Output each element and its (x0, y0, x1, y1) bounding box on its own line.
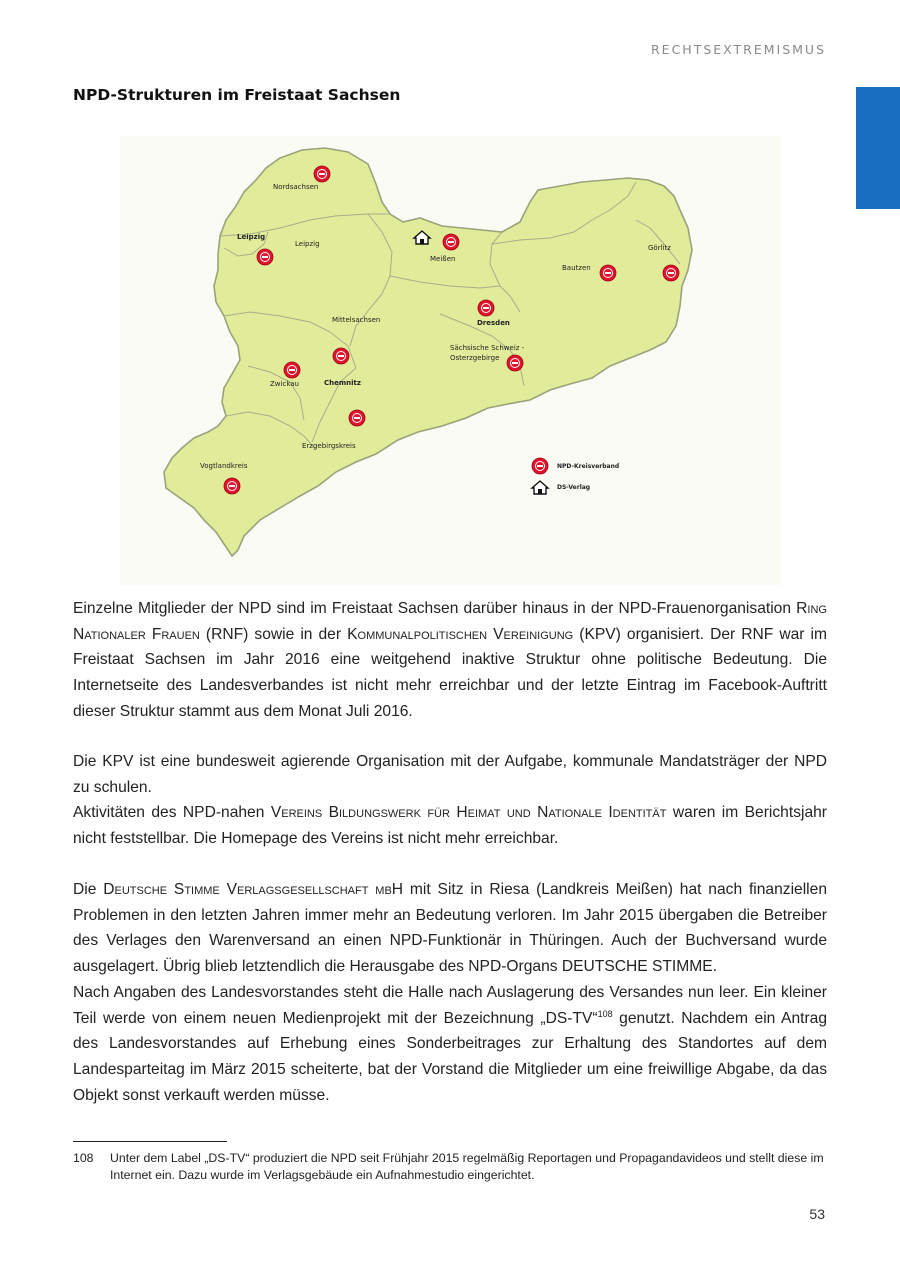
label-vogtlandkreis: Vogtlandkreis (200, 462, 248, 470)
text-run: Die (73, 881, 104, 898)
label-goerlitz: Görlitz (648, 244, 671, 252)
footnote-text: Unter dem Label „DS-TV“ produziert die NPD seit Frühjahr 2015 regelmäßig Reportagen und Propagandavideos und stellt diese im Internet ein. Dazu wurde im Verlagsgebäude ein Aufnahmestudio eingerichtet. (110, 1151, 824, 1182)
text-run: H mit Sitz in Riesa (Landkreis Meißen) hat nach finanziellen Problemen in den letzten Jahren immer mehr an Bedeutung verloren. Im Jahr 2015 übergaben die Betreiber des Verlages den Warenversand an einen NPD-Funktionär in Thüringen. Auch der Buchversand wurde ausgelagert. Übrig blieb letztendlich die Herausgabe des NPD-Organs DEUTSCHE STIMME. (73, 881, 827, 976)
footnote-number: 108 (73, 1151, 94, 1165)
paragraph-deutsche-stimme (73, 877, 827, 1108)
label-osterzgebirge: Osterzgebirge (450, 354, 500, 362)
npd-marker-icon (314, 166, 330, 182)
legend-marker-icon (532, 458, 548, 474)
label-bautzen: Bautzen (562, 264, 591, 272)
org-name-kpv: Kommunalpolitischen Vereinigung (347, 625, 574, 643)
label-dresden: Dresden (477, 319, 510, 327)
org-name-ds-verlag: Deutsche Stimme Verlagsgesellschaft mb (103, 881, 392, 898)
label-leipzig-district: Leipzig (295, 240, 320, 248)
label-erzgebirgskreis: Erzgebirgskreis (302, 442, 356, 450)
label-saechsische-schweiz: Sächsische Schweiz - (450, 344, 525, 352)
page-number: 53 (809, 1206, 825, 1222)
footnote (73, 1150, 827, 1184)
saxony-map (120, 136, 782, 585)
legend-kreisverband-label: NPD-Kreisverband (557, 463, 620, 470)
npd-marker-icon (478, 300, 494, 316)
paragraph-kpv: Die KPV ist eine bundesweit agierende Organisation mit der Aufgabe, kommunale Mandatsträger der NPD zu schulen. (73, 753, 827, 796)
legend-verlag-label: DS-Verlag (557, 484, 591, 491)
footnote-ref[interactable]: 108 (597, 1008, 613, 1019)
text-run: waren im Berichtsjahr nicht feststellbar. Die Homepage des Vereins ist nicht mehr erreichbar. (73, 804, 827, 848)
text-run: Einzelne Mitglieder der NPD sind im Freistaat Sachsen darüber hinaus in der NPD-Frauenorganisation (73, 600, 797, 617)
saxony-outline (164, 148, 692, 556)
label-zwickau: Zwickau (270, 380, 299, 388)
text-run: Nach Angaben des Landesvorstandes steht die Halle nach Auslagerung des Versandes nun leer. Ein kleiner Teil werde von einem neuen Medienprojekt mit der Bezeichnung „DS-TV“ (73, 983, 827, 1027)
text-run: Aktivitäten des NPD-nahen (73, 804, 271, 822)
text-run: (KPV) organisiert. Der RNF war im Freistaat Sachsen im Jahr 2016 eine weitgehend inaktive Struktur ohne politische Bedeutung. Die Internetseite des Landesverbandes ist nicht mehr erreichbar und der letzte Eintrag im Facebook-Auftritt dieser Struktur stammt aus dem Monat Juli 2016. (73, 625, 828, 720)
npd-marker-icon (600, 265, 616, 281)
npd-marker-icon (257, 249, 273, 265)
map-legend (532, 458, 619, 494)
running-header: RECHTSEXTREMISMUS (650, 42, 826, 57)
label-chemnitz: Chemnitz (324, 379, 361, 387)
label-nordsachsen: Nordsachsen (273, 183, 319, 191)
paragraph-kpv-verein (73, 749, 827, 852)
npd-marker-icon (224, 478, 240, 494)
npd-marker-icon (284, 362, 300, 378)
npd-marker-icon (443, 234, 459, 250)
paragraph-rnf-kpv (73, 596, 827, 725)
text-run: genutzt. Nachdem ein Antrag des Landesvorstandes auf Erhebung eines Sonderbeitrages zur Erhaltung des Standortes auf dem Landesparteitag im März 2015 scheiterte, bat der Vorstand die Mitglieder um eine freiwillige Abgabe, da das Objekt sonst verkauft werden müsse. (73, 1009, 827, 1104)
label-mittelsachsen: Mittelsachsen (332, 316, 381, 324)
npd-marker-icon (507, 355, 523, 371)
npd-marker-icon (663, 265, 679, 281)
section-title: NPD-Strukturen im Freistaat Sachsen (73, 86, 401, 104)
legend-house-icon (532, 481, 548, 494)
label-meissen: Meißen (430, 255, 456, 263)
org-name-verein: Vereins Bildungswerk für Heimat und Nationale Identität (270, 804, 667, 822)
npd-marker-icon (349, 410, 365, 426)
org-name-rnf: Ring Nationaler Frauen (73, 600, 827, 643)
chapter-tab (856, 87, 900, 209)
footnote-divider (73, 1141, 227, 1142)
map-svg (120, 136, 782, 585)
text-run: (RNF) sowie in der (199, 625, 348, 643)
npd-marker-icon (333, 348, 349, 364)
label-leipzig-city: Leipzig (237, 233, 266, 241)
